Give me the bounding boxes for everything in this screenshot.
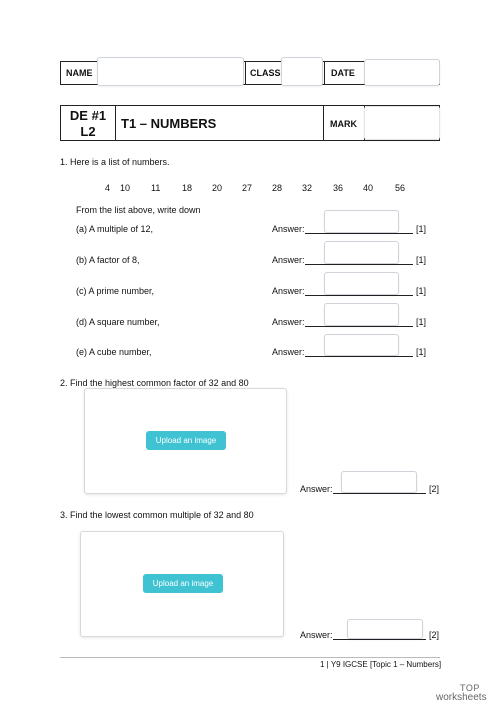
question-3-prompt: 3. Find the lowest common multiple of 32 and 80 xyxy=(60,510,254,520)
answer-label: Answer: xyxy=(300,484,333,494)
upload-area xyxy=(80,531,284,637)
marks: [1] xyxy=(416,347,427,357)
list-number: 4 xyxy=(105,183,111,193)
part-c-label: (c) A prime number, xyxy=(76,286,155,296)
question-2-prompt: 2. Find the highest common factor of 32 and 80 xyxy=(60,378,249,388)
answer-label: Answer: xyxy=(272,286,305,296)
marks: [2] xyxy=(429,630,440,640)
divider xyxy=(115,106,116,140)
marks: [1] xyxy=(416,286,427,296)
part-b-label: (b) A factor of 8, xyxy=(76,255,140,265)
part-e-label: (e) A cube number, xyxy=(76,347,152,357)
footer-divider xyxy=(60,657,440,658)
list-number: 32 xyxy=(302,183,313,193)
marks: [1] xyxy=(416,255,427,265)
marks: [2] xyxy=(429,484,440,494)
divider xyxy=(245,62,246,84)
answer-label: Answer: xyxy=(272,317,305,327)
name-input[interactable] xyxy=(97,57,244,86)
answer-line xyxy=(305,233,413,234)
upload-image-button[interactable]: Upload an image xyxy=(143,574,223,593)
answer-q2-input[interactable] xyxy=(341,471,417,493)
question-1-instruction: From the list above, write down xyxy=(76,205,201,215)
page-footer: 1 | Y9 IGCSE [Topic 1 – Numbers] xyxy=(320,660,442,669)
answer-q3-input[interactable] xyxy=(347,619,423,639)
logo-top: TOP xyxy=(460,683,480,693)
answer-line xyxy=(305,295,413,296)
list-number: 20 xyxy=(212,183,223,193)
list-number: 56 xyxy=(395,183,406,193)
date-label: DATE xyxy=(331,68,355,78)
answer-label: Answer: xyxy=(300,630,333,640)
list-number: 36 xyxy=(333,183,344,193)
answer-c-input[interactable] xyxy=(324,272,399,295)
list-number: 11 xyxy=(151,183,161,193)
list-number: 27 xyxy=(242,183,253,193)
answer-e-input[interactable] xyxy=(324,334,399,356)
part-a-label: (a) A multiple of 12, xyxy=(76,224,154,234)
upload-image-button[interactable]: Upload an image xyxy=(146,431,226,450)
answer-line xyxy=(305,356,413,357)
answer-a-input[interactable] xyxy=(324,210,399,233)
date-input[interactable] xyxy=(364,59,440,86)
worksheet-code-line1: DE #1 xyxy=(69,108,107,123)
question-1-prompt: 1. Here is a list of numbers. xyxy=(60,157,170,167)
answer-d-input[interactable] xyxy=(324,303,399,326)
divider xyxy=(324,62,325,84)
answer-label: Answer: xyxy=(272,224,305,234)
answer-label: Answer: xyxy=(272,255,305,265)
part-d-label: (d) A square number, xyxy=(76,317,160,327)
marks: [1] xyxy=(416,224,427,234)
divider xyxy=(323,106,324,140)
answer-line xyxy=(333,493,426,494)
page-title: T1 – NUMBERS xyxy=(121,116,217,131)
answer-line xyxy=(305,264,413,265)
answer-line xyxy=(305,326,413,327)
name-label: NAME xyxy=(66,68,93,78)
class-input[interactable] xyxy=(281,57,323,86)
list-number: 10 xyxy=(120,183,131,193)
list-number: 40 xyxy=(363,183,374,193)
list-number: 28 xyxy=(272,183,283,193)
mark-label: MARK xyxy=(330,119,357,129)
upload-area xyxy=(84,388,287,494)
answer-label: Answer: xyxy=(272,347,305,357)
marks: [1] xyxy=(416,317,427,327)
answer-line xyxy=(333,639,426,640)
class-label: CLASS xyxy=(250,68,281,78)
list-number: 18 xyxy=(182,183,193,193)
worksheet-code-line2: L2 xyxy=(80,124,96,139)
mark-input[interactable] xyxy=(364,106,440,140)
worksheet-code xyxy=(61,108,115,140)
logo-bottom: worksheets xyxy=(436,692,487,703)
answer-b-input[interactable] xyxy=(324,241,399,264)
